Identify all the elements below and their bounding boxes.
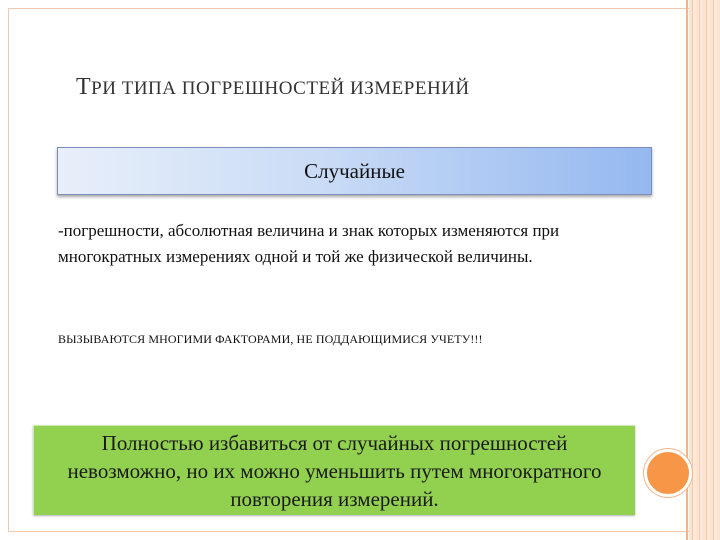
orange-circle-decoration [644,449,692,497]
right-decorative-band [689,0,720,540]
error-type-label: Случайные [304,158,405,183]
slide-title [76,74,470,101]
definition-text: -погрешности, абсолютная величина и знак которых изменяются при многократных измерениях одной и той же физической величины. [58,221,560,266]
error-type-header [57,147,652,195]
title-rest: РИ ТИПА ПОГРЕШНОСТЕЙ ИЗМЕРЕНИЙ [91,78,470,99]
conclusion-box [33,425,635,515]
causes-text: ВЫЗЫВАЮТСЯ МНОГИМИ ФАКТОРАМИ, НЕ ПОДДАЮЩИМИСЯ УЧЕТУ!!! [58,332,483,346]
conclusion-text: Полностью избавиться от случайных погрешностей невозможно, но их можно уменьшить путем многократного повторения измерений. [67,430,602,511]
title-first-letter: Т [76,74,92,100]
